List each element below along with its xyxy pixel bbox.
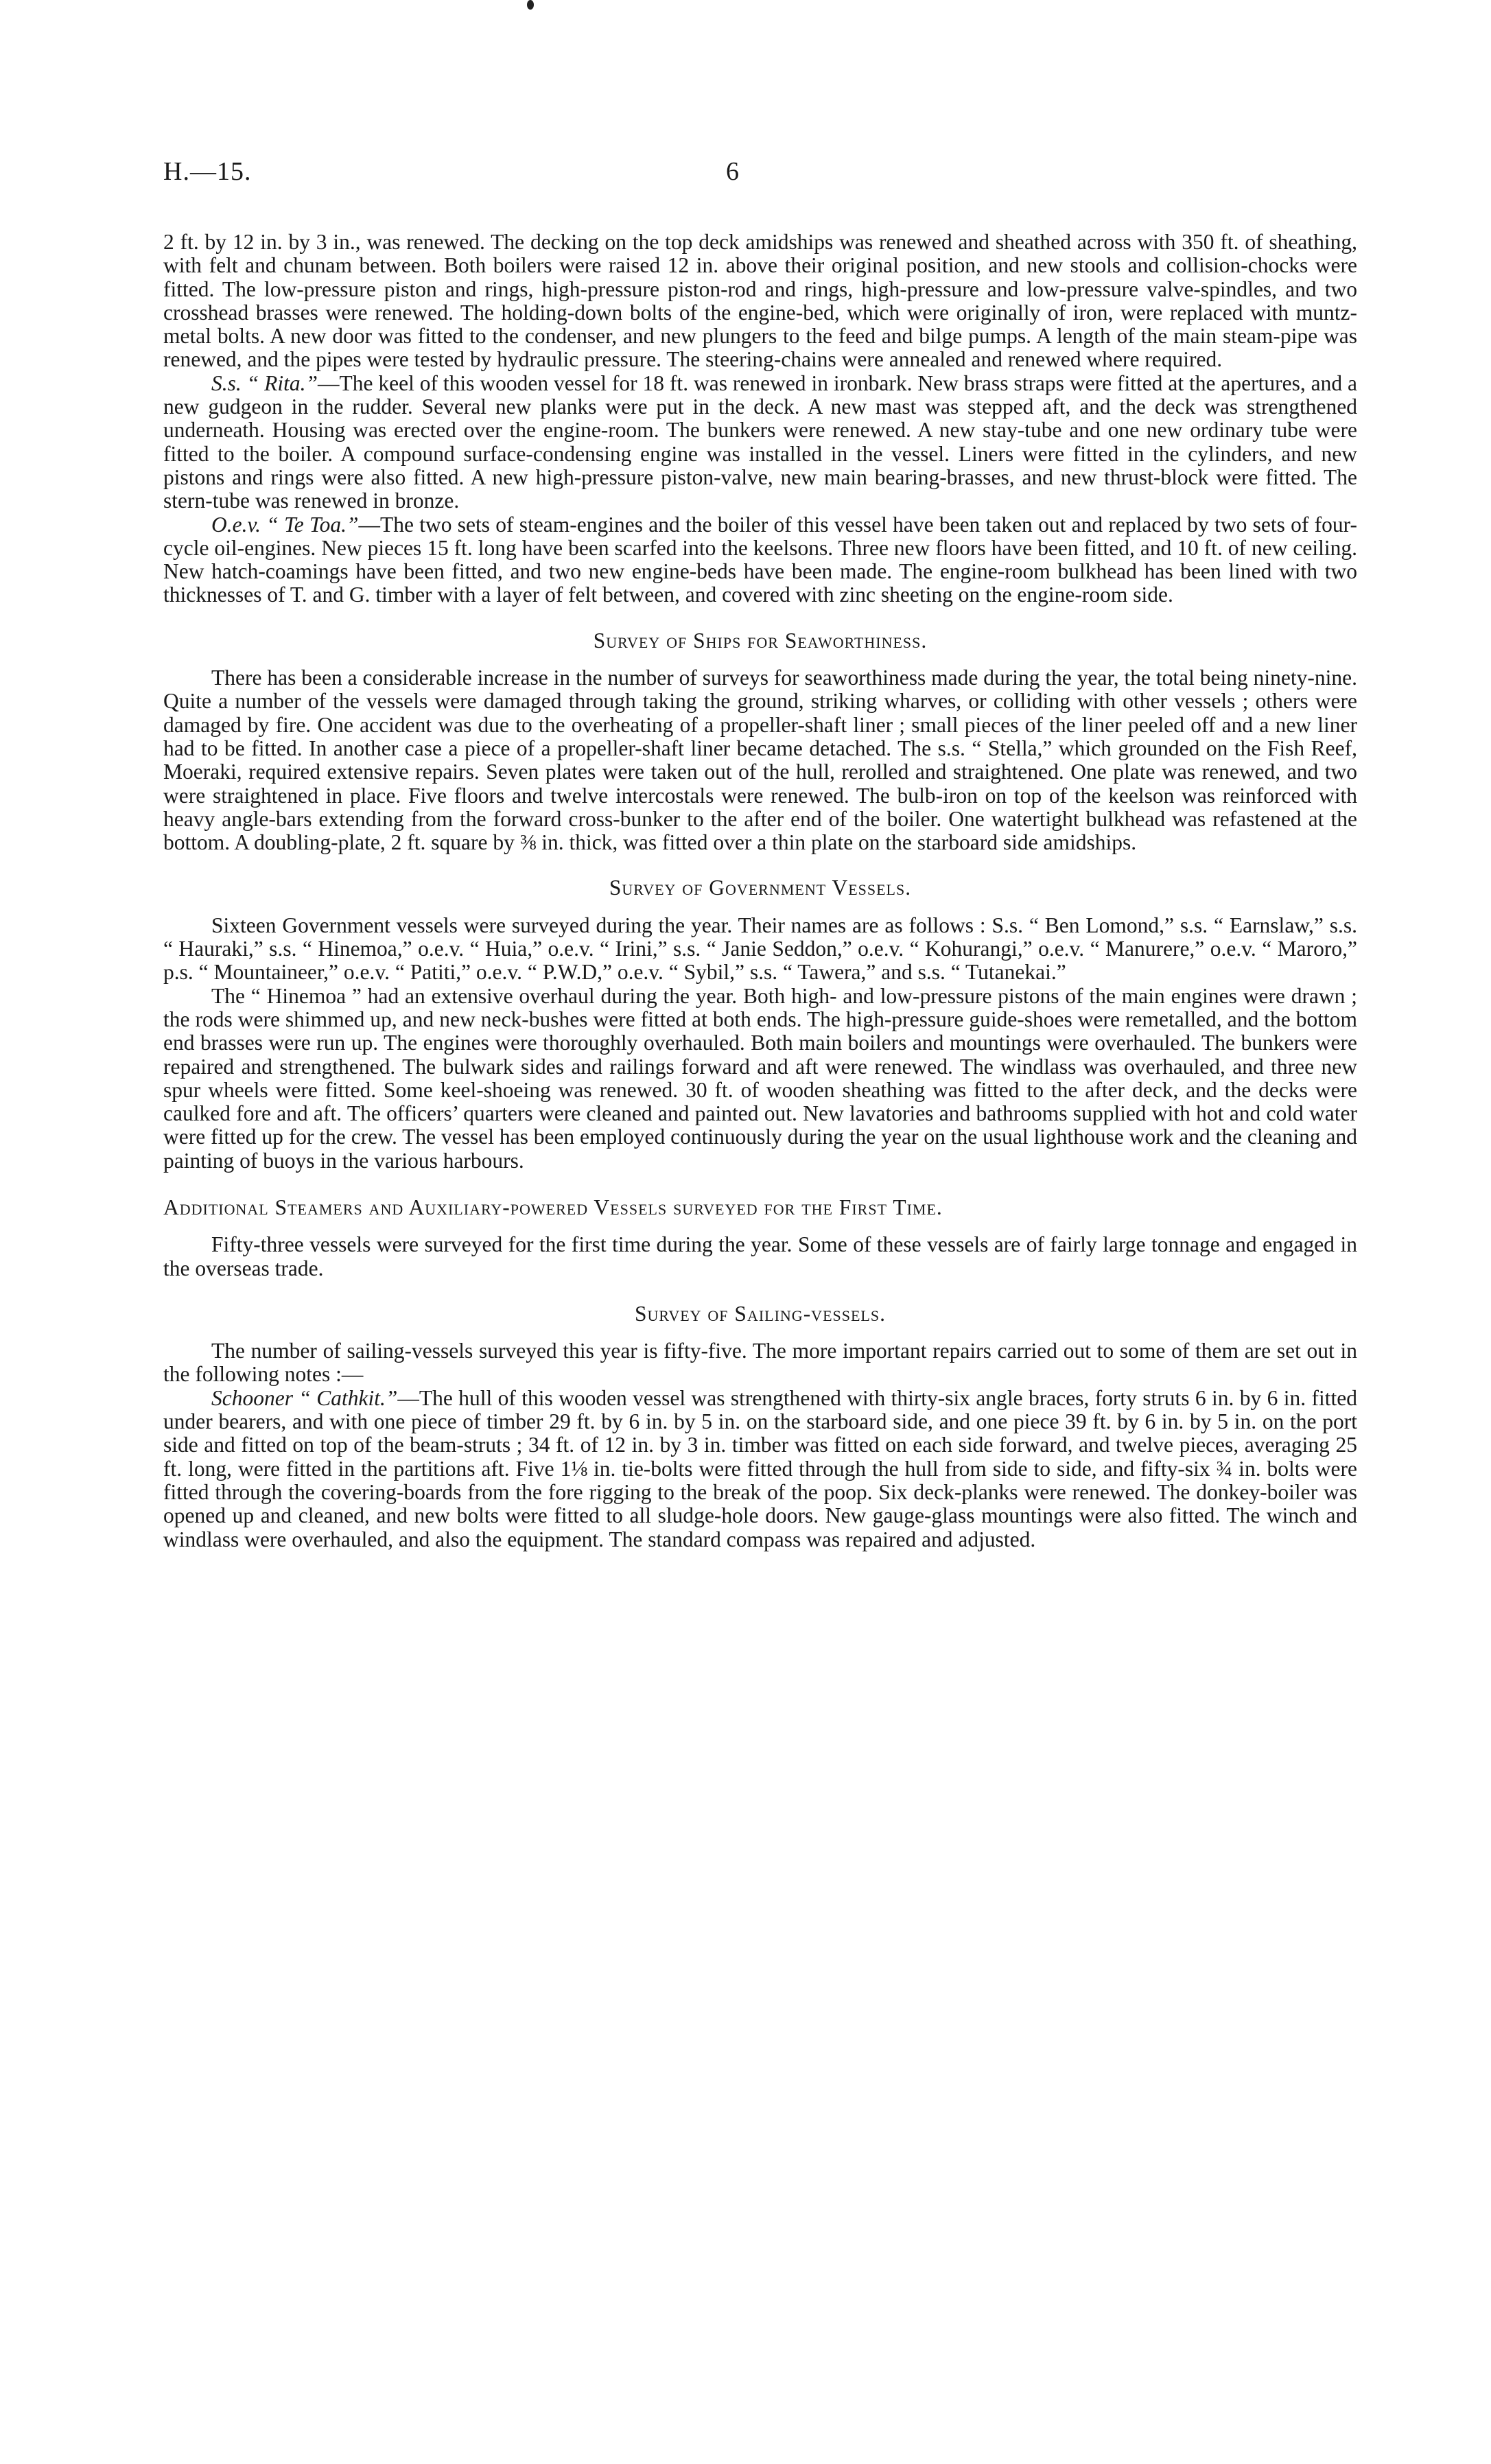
rita-paragraph	[163, 372, 1357, 513]
additional-heading: Additional Steamers and Auxiliary-powered Vessels surveyed for the First Time.	[163, 1195, 943, 1219]
tetoa-vessel-name: O.e.v. “ Te Toa.”	[211, 512, 359, 537]
sailing-heading: Survey of Sailing-vessels.	[635, 1301, 886, 1326]
body-text	[163, 231, 1357, 1551]
tetoa-text: —The two sets of steam-engines and the boiler of this vessel have been taken out and replaced by two sets of four-cycle oil-engines. New pieces 15 ft. long have been scarfed into the keelsons. Three new floors have been fitted, and 10 ft. of new ceiling. New hatch-coamings have been fitted, and two new engine-beds have been made. The engine-room bulkhead has been lined with two thicknesses of T. and G. timber with a layer of felt between, and covered with zinc sheeting on the engine-room side.	[163, 512, 1357, 607]
page-header	[163, 156, 1357, 198]
government-paragraph-2: The “ Hinemoa ” had an extensive overhaul during the year. Both high- and low-pressure pistons of the main engines were drawn ; the rods were shimmed up, and new neck-bushes were fitted at both ends. The high-pressure guide-shoes were remetalled, and the bottom end brasses were run up. The engines were thoroughly overhauled. Both main boilers and mountings were overhauled. The bunkers were repaired and strengthened. The bulwark sides and railings forward and aft were renewed. The windlass was overhauled, and three new spur wheels were fitted. Some keel-shoeing was renewed. 30 ft. of wooden sheathing was fitted to the after deck, and the decks were caulked fore and aft. The officers’ quarters were cleaned and painted out. New lavatories and bathrooms supplied with hot and cold water were fitted up for the crew. The vessel has been employed continuously during the year on the usual lighthouse work and the cleaning and painting of buoys in the various harbours.	[163, 983, 1357, 1173]
government-heading: Survey of Government Vessels.	[609, 876, 912, 900]
cathkit-vessel-name: Schooner “ Cathkit.”	[211, 1385, 398, 1410]
seaworthiness-heading: Survey of Ships for Seaworthiness.	[593, 628, 928, 653]
rita-vessel-name: S.s. “ Rita.”	[211, 371, 318, 395]
government-paragraph-1: Sixteen Government vessels were surveyed during the year. Their names are as follows : S.s. “ Ben Lomond,” s.s. “ Earnslaw,” s.s. “ Hauraki,” s.s. “ Hinemoa,” o.e.v. “ Huia,” o.e.v. “ Irini,” s.s. “ Janie Seddon,” o.e.v. “ Kohurangi,” o.e.v. “ Manurere,” o.e.v. “ Maroro,” p.s. “ Mountaineer,” o.e.v. “ Patiti,” o.e.v. “ P.W.D,” o.e.v. “ Sybil,” s.s. “ Tawera,” and s.s. “ Tutanekai.”	[163, 913, 1357, 985]
tetoa-paragraph	[163, 513, 1357, 607]
document-reference: H.—15.	[163, 157, 252, 186]
seaworthiness-paragraph: There has been a considerable increase in the number of surveys for seaworthiness made during the year, the total being ninety-nine. Quite a number of the vessels were damaged through taking the ground, striking wharves, or colliding with other vessels ; others were damaged by fire. One accident was due to the overheating of a propeller-shaft liner ; small pieces of the liner peeled off and a new liner had to be fitted. In another case a piece of a propeller-shaft liner became detached. The s.s. “ Stella,” which grounded on the Fish Reef, Moeraki, required extensive repairs. Seven plates were taken out of the hull, rerolled and straightened. One plate was renewed, and two were straightened in place. Five floors and twelve intercostals were renewed. The bulb-iron on top of the keelson was reinforced with heavy angle-bars extending from the forward cross-bunker to the after end of the boiler. One watertight bulkhead was refastened at the bottom. A doubling-plate, 2 ft. square by ⅜ in. thick, was fitted over a thin plate on the starboard side amidships.	[163, 666, 1357, 855]
rita-text: —The keel of this wooden vessel for 18 ft. was renewed in ironbark. New brass straps were fitted at the apertures, and a new gudgeon in the rudder. Several new planks were put in the deck. A new mast was stepped aft, and the deck was strengthened underneath. Housing was erected over the engine-room. The bunkers were renewed. A new stay-tube and one new ordinary tube were fitted to the boiler. A compound surface-condensing engine was installed in the vessel. Liners were fitted in the cylinders, and new pistons and rings were also fitted. A new high-pressure piston-valve, new main bearing-brasses, and new thrust-block were fitted. The stern-tube was renewed in bronze.	[163, 371, 1357, 513]
intro-paragraph: 2 ft. by 12 in. by 3 in., was renewed. The decking on the top deck amidships was renewed and sheathed across with 350 ft. of sheathing, with felt and chunam between. Both boilers were raised 12 in. above their original position, and new stools and collision-chocks were fitted. The low-pressure piston and rings, high-pressure piston-rod and rings, high-pressure and low-pressure valve-spindles, and two crosshead brasses were renewed. The holding-down bolts of the engine-bed, which were originally of iron, were replaced with muntz-metal bolts. A new door was fitted to the condenser, and new plungers to the feed and bilge pumps. A length of the main steam-pipe was renewed, and the pipes were tested by hydraulic pressure. The steering-chains were annealed and renewed where required.	[163, 230, 1357, 372]
cathkit-paragraph	[163, 1387, 1357, 1551]
additional-paragraph: Fifty-three vessels were surveyed for the first time during the year. Some of these vessels are of fairly large tonnage and engaged in the overseas trade.	[163, 1232, 1357, 1280]
cathkit-text: —The hull of this wooden vessel was strengthened with thirty-six angle braces, forty struts 6 in. by 6 in. fitted under bearers, and with one piece of timber 29 ft. by 6 in. by 5 in. on the starboard side, and one piece 39 ft. by 6 in. by 5 in. on the port side and fitted on top of the beam-struts ; 34 ft. of 12 in. by 3 in. timber was fitted on each side forward, and twelve pieces, averaging 25 ft. long, were fitted in the partitions aft. Five 1⅛ in. tie-bolts were fitted through the hull from side to side, and fifty-six ¾ in. bolts were fitted through the covering-boards from the fore rigging to the break of the poop. Six deck-planks were renewed. The donkey-boiler was opened up and cleaned, and new bolts were fitted to all sludge-hole doors. New gauge-glass mountings were also fitted. The winch and windlass were overhauled, and also the equipment. The standard compass was repaired and adjusted.	[163, 1385, 1357, 1551]
page-number: 6	[726, 157, 739, 186]
sailing-paragraph: The number of sailing-vessels surveyed this year is fifty-five. The more important repairs carried out to some of them are set out in the following notes :—	[163, 1339, 1357, 1387]
scan-mark	[527, 0, 534, 10]
